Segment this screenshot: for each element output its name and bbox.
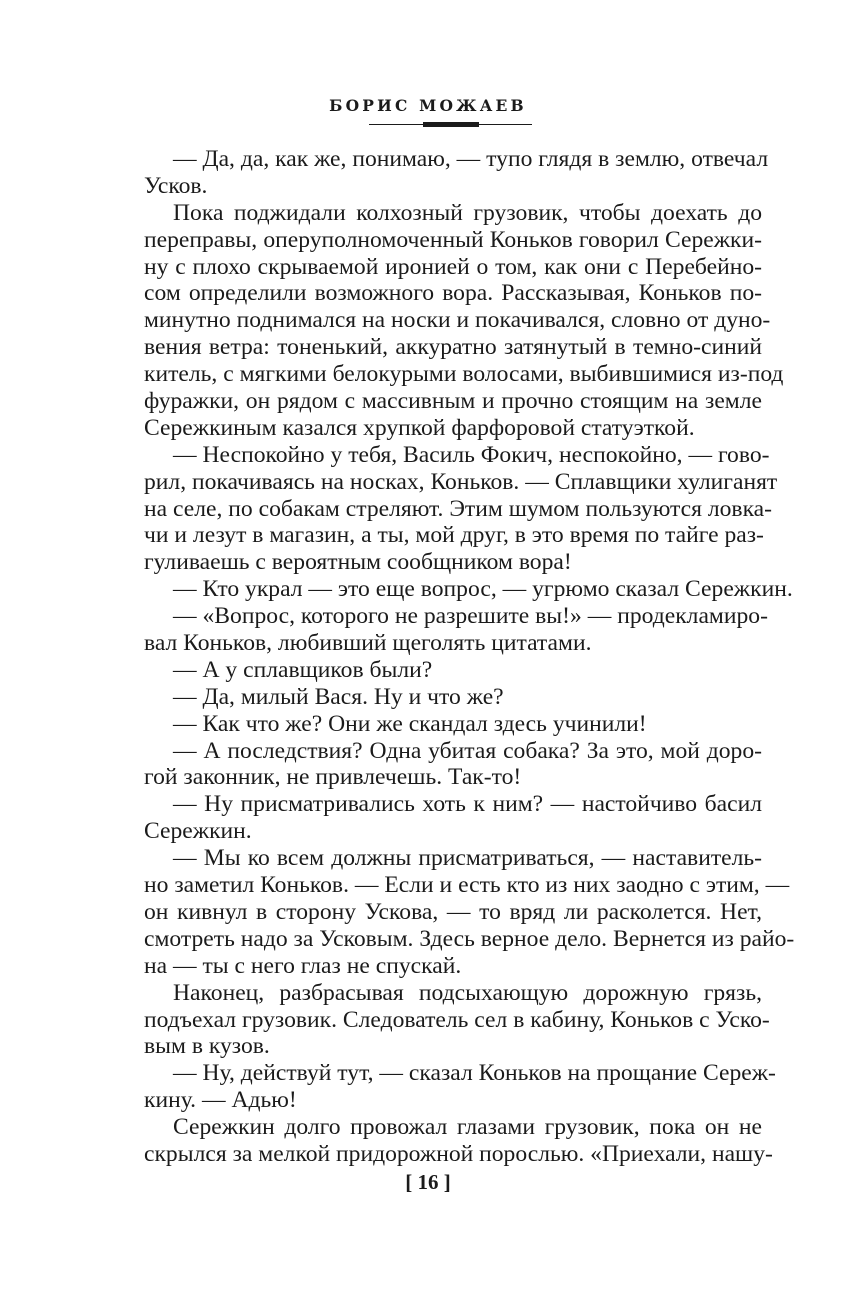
page-number: [ 16 ] [405,1170,451,1194]
text-line: ну с плохо скрываемой иронией о том, как они с Перебейно- [144,253,762,280]
text-line: Сережкин долго провожал глазами грузовик, пока он не [173,1114,762,1141]
text-line: вал Коньков, любивший щеголять цитатами. [144,630,592,657]
text-line: — Да, да, как же, понимаю, — тупо глядя в землю, отвечал [173,146,769,172]
text-line: он кивнул в сторону Ускова, — то вряд ли расколется. Нет, [144,898,762,925]
text-line: — Неспокойно у тебя, Василь Фокич, неспокойно, — гово- [173,441,770,468]
text-line: — Ну, действуй тут, — сказал Коньков на прощание Сереж- [173,1060,776,1087]
text-line: на селе, по собакам стреляют. Этим шумом пользуются ловка- [144,495,773,522]
text-line: Сережкин. [144,818,252,845]
text-line: Наконец, разбрасывая подсыхающую дорожную грязь, [173,979,762,1006]
running-head-title: БОРИС МОЖАЕВ [329,96,527,115]
text-line: Пока поджидали колхозный грузовик, чтобы доехать до [173,199,762,226]
text-line: минутно поднимался на носки и покачивался, словно от дуно- [144,307,771,334]
text-line: — Да, милый Вася. Ну и что же? [173,683,504,710]
running-head-ornament [423,122,479,127]
text-line: переправы, оперуполномоченный Коньков говорил Сережки- [144,226,762,253]
text-line: рил, покачиваясь на носках, Коньков. — Сплавщики хулиганят [144,468,778,495]
text-line: кину. — Адью! [144,1087,297,1114]
text-line: фуражки, он рядом с массивным и прочно стоящим на земле [144,388,762,415]
text-line: сом определили возможного вора. Рассказывая, Коньков по- [144,280,762,307]
text-line: гуливаешь с вероятным сообщником вора! [144,549,572,576]
text-line: — «Вопрос, которого не разрешите вы!» — продекламиро- [173,603,768,630]
text-line: смотреть надо за Усковым. Здесь верное дело. Вернется из райо- [144,925,795,952]
text-line: подъехал грузовик. Следователь сел в кабину, Коньков с Уско- [144,1006,770,1033]
text-line: — А у сплавщиков были? [173,656,433,683]
text-line: вым в кузов. [144,1033,270,1060]
text-line: — Кто украл — это еще вопрос, — угрюмо сказал Сережкин. [173,576,793,603]
text-line: скрылся за мелкой придорожной порослью. «Приехали, нашу- [144,1140,773,1167]
text-line: китель, с мягкими белокурыми волосами, выбившимися из-под [144,361,784,388]
text-line: — Как что же? Они же скандал здесь учинили! [173,710,647,737]
text-line: гой законник, не привлечешь. Так-то! [144,764,522,791]
text-line: на — ты с него глаз не спускай. [144,952,462,979]
text-line: — Ну присматривались хоть к ним? — настойчиво басил [173,791,762,818]
text-line: но заметил Коньков. — Если и есть кто из них заодно с этим, — [144,872,790,899]
text-line: вения ветра: тоненький, аккуратно затянутый в темно-синий [144,334,762,361]
body-text [144,146,795,1167]
text-line: чи и лезут в магазин, а ты, мой друг, в это время по тайге раз- [144,522,764,549]
text-line: — А последствия? Одна убитая собака? За это, мой доро- [173,737,762,764]
text-line: — Мы ко всем должны присматриваться, — наставитель- [173,845,762,872]
text-line: Усков. [144,172,208,199]
text-line: Сережкиным казался хрупкой фарфоровой статуэткой. [144,414,695,441]
